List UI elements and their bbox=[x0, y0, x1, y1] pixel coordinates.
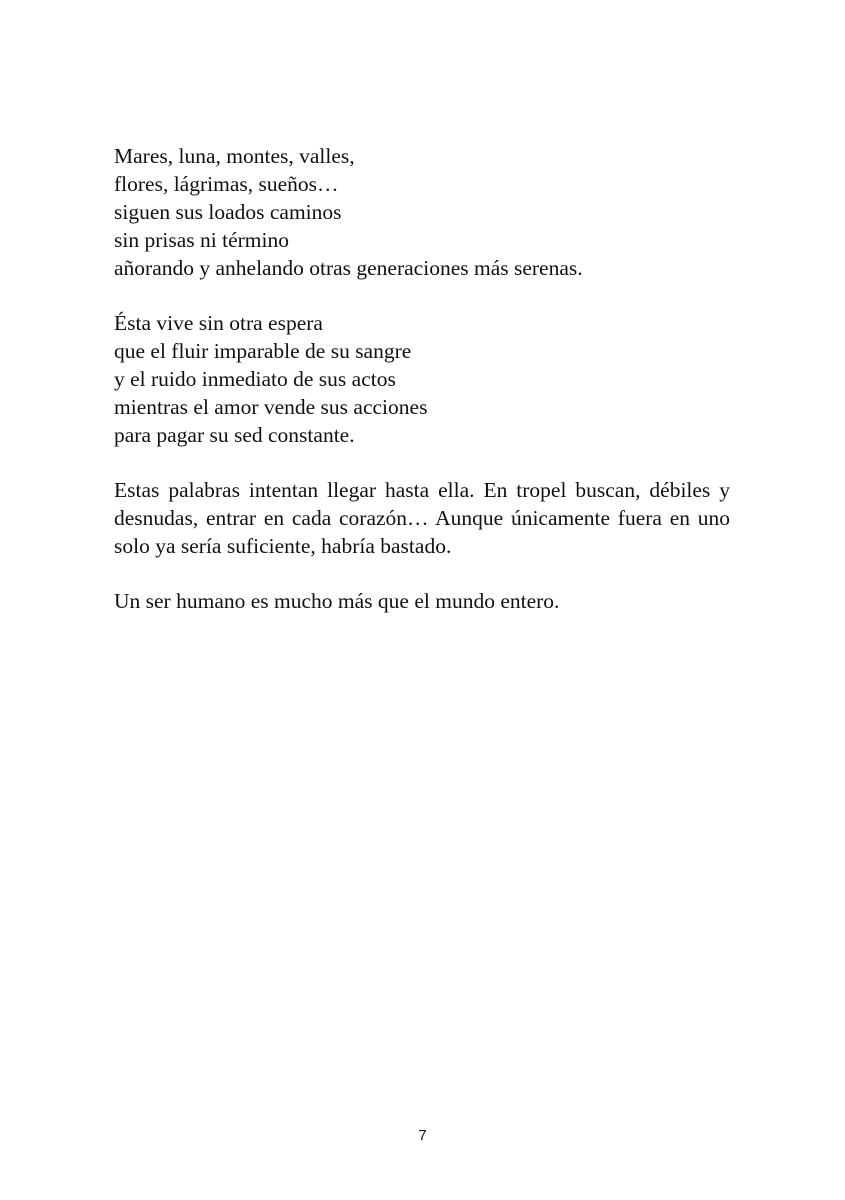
stanza-line: Ésta vive sin otra espera bbox=[114, 311, 323, 335]
stanza-line: Mares, luna, montes, valles, bbox=[114, 144, 355, 168]
stanza-line: flores, lágrimas, sueños… bbox=[114, 172, 339, 196]
stanza-line: mientras el amor vende sus acciones bbox=[114, 395, 428, 419]
stanza-line: y el ruido inmediato de sus actos bbox=[114, 367, 396, 391]
stanza-line: que el fluir imparable de su sangre bbox=[114, 339, 412, 363]
stanza-line: para pagar su sed constante. bbox=[114, 423, 355, 447]
stanza-1 bbox=[114, 142, 730, 282]
stanza-line: siguen sus loados caminos bbox=[114, 200, 342, 224]
prose-paragraph-1: Estas palabras intentan llegar hasta ella. En tropel buscan, débiles y desnudas, entrar en cada corazón… Aunque únicamente fuera en uno solo ya sería suficiente, habría bastado. bbox=[114, 478, 730, 558]
page-number: 7 bbox=[418, 1127, 427, 1144]
page-body bbox=[114, 142, 730, 642]
stanza-line: añorando y anhelando otras generaciones más serenas. bbox=[114, 256, 583, 280]
stanza-2 bbox=[114, 309, 730, 449]
prose-paragraph-2: Un ser humano es mucho más que el mundo entero. bbox=[114, 589, 560, 613]
stanza-line: sin prisas ni término bbox=[114, 228, 289, 252]
